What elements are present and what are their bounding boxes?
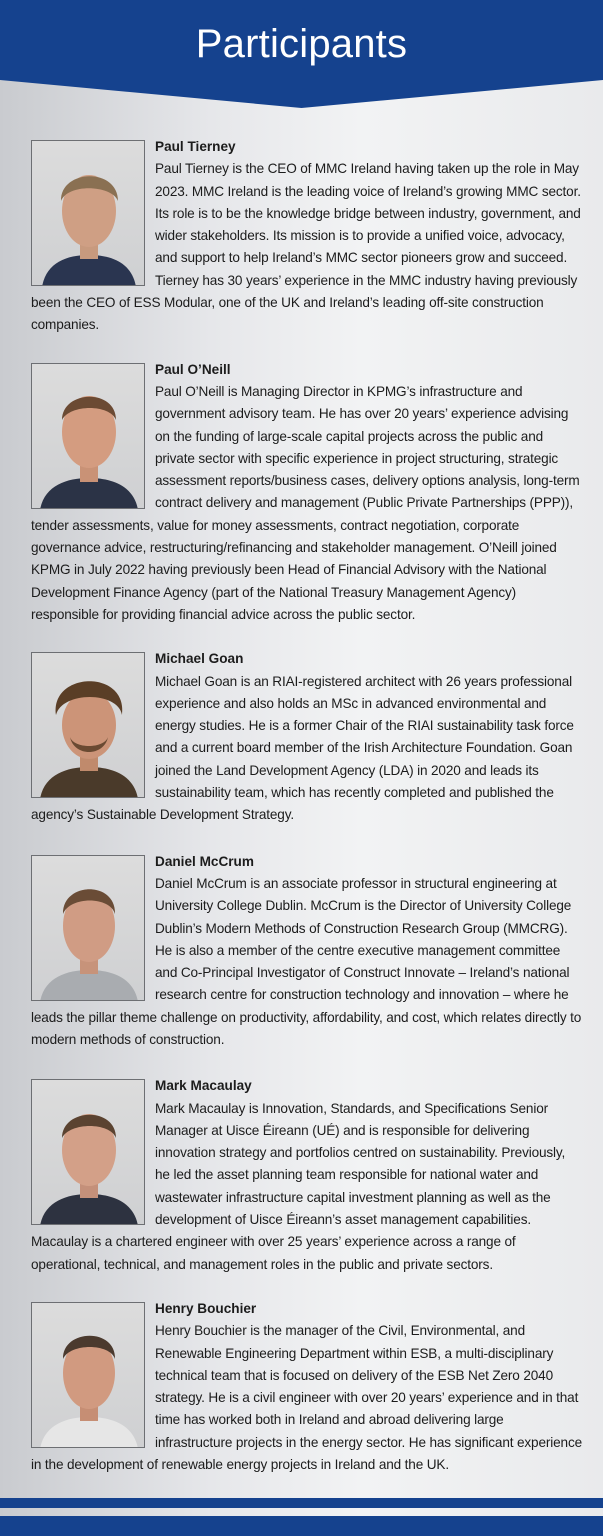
portrait-photo [31, 855, 145, 1001]
portrait-photo [31, 1079, 145, 1225]
person-silhouette-icon [32, 1303, 145, 1448]
participant-name: Mark Macaulay [155, 1078, 252, 1094]
participant-bio: Michael Goan is an RIAI-registered architect with 26 years professional experience and also holds an MSc in advanced environmental and energy studies. He is a former Chair of the RIAI sustainability task force and a current board member of the Irish Architecture Foundation. Goan joined the Land Development Agency (LDA) in 2020 and leads its sustainability team, which has recently completed and published the agency’s Sustainable Development Strategy. [31, 673, 574, 823]
portrait-photo [31, 652, 145, 798]
header-banner [0, 0, 603, 110]
participant-name: Paul O’Neill [155, 361, 231, 377]
participant-card [31, 1075, 583, 1276]
participant-card [31, 136, 583, 337]
portrait-photo [31, 140, 145, 286]
participant-bio: Mark Macaulay is Innovation, Standards, and Specifications Senior Manager at Uisce Éireann (UÉ) and is responsible for delivering innovation strategy and portfolios centred on sustainability. Previously, he led the asset planning team responsible for national water and wastewater infrastructure capital investment planning as well as the development of Uisce Éireann’s asset management capabilities. Macaulay is a chartered engineer with over 25 years’ experience across a range of operational, technical, and management roles in the public and private sectors. [31, 1100, 566, 1272]
person-silhouette-icon [32, 856, 145, 1001]
person-silhouette-icon [32, 653, 145, 798]
portrait-photo [31, 1302, 145, 1448]
person-silhouette-icon [32, 141, 145, 286]
participants-list [31, 136, 583, 1476]
participant-bio: Daniel McCrum is an associate professor in structural engineering at University College Dublin. McCrum is the Director of University College Dublin’s Modern Methods of Construction Research Group (MMCRG). He is also a member of the centre executive management committee and Co-Principal Investigator of Construct Innovate – Ireland’s national research centre for construction technology and innovation – where he leads the pillar theme challenge on productivity, affordability, and cost, which relates directly to modern methods of construction. [31, 875, 582, 1047]
footer-stripe-thin [0, 1498, 603, 1508]
participant-bio: Paul O’Neill is Managing Director in KPMG’s infrastructure and government advisory team. He has over 20 years’ experience advising on the funding of large-scale capital projects across the public and private sector with specific experience in project structuring, strategic assessment reports/business cases, delivery options analysis, long-term contract delivery and management (Public Private Partnerships (PPP)), tender assessments, value for money assessments, contract negotiation, corporate governance advice, restructuring/refinancing and stakeholder management. O’Neill joined KPMG in July 2022 having previously been Head of Financial Advisory with the National Development Finance Agency (part of the National Treasury Management Agency) responsible for providing financial advice across the public sector. [31, 383, 580, 622]
participant-bio: Paul Tierney is the CEO of MMC Ireland having taken up the role in May 2023. MMC Ireland is the leading voice of Ireland’s growing MMC sector. Its role is to be the knowledge bridge between industry, government, and wider stakeholders. Its mission is to provide a unified voice, advocacy, and support to help Ireland’s MMC sector pioneers grow and succeed. Tierney has 30 years’ experience in the MMC industry having previously been the CEO of ESS Modular, one of the UK and Ireland’s leading off-site construction companies. [31, 161, 581, 333]
page-title: Participants [195, 22, 408, 66]
person-silhouette-icon [32, 364, 145, 509]
participant-name: Paul Tierney [155, 139, 236, 154]
participant-card [31, 648, 583, 826]
participant-name: Henry Bouchier [155, 1300, 257, 1316]
participant-name: Daniel McCrum [155, 853, 254, 869]
participant-card [31, 851, 583, 1052]
participant-name: Michael Goan [155, 651, 244, 667]
participant-card [31, 359, 583, 627]
footer-stripe-thick [0, 1516, 603, 1536]
portrait-photo [31, 363, 145, 509]
participant-card [31, 1298, 583, 1476]
person-silhouette-icon [32, 1080, 145, 1225]
participant-bio: Henry Bouchier is the manager of the Civil, Environmental, and Renewable Engineering Department within ESB, a multi-disciplinary technical team that is focused on delivery of the ESB Net Zero 2040 strategy. He is a civil engineer with over 20 years’ experience and in that time has worked both in Ireland and abroad delivering large infrastructure projects in the energy sector. He has significant experience in the development of renewable energy projects in Ireland and the UK. [31, 1323, 582, 1473]
